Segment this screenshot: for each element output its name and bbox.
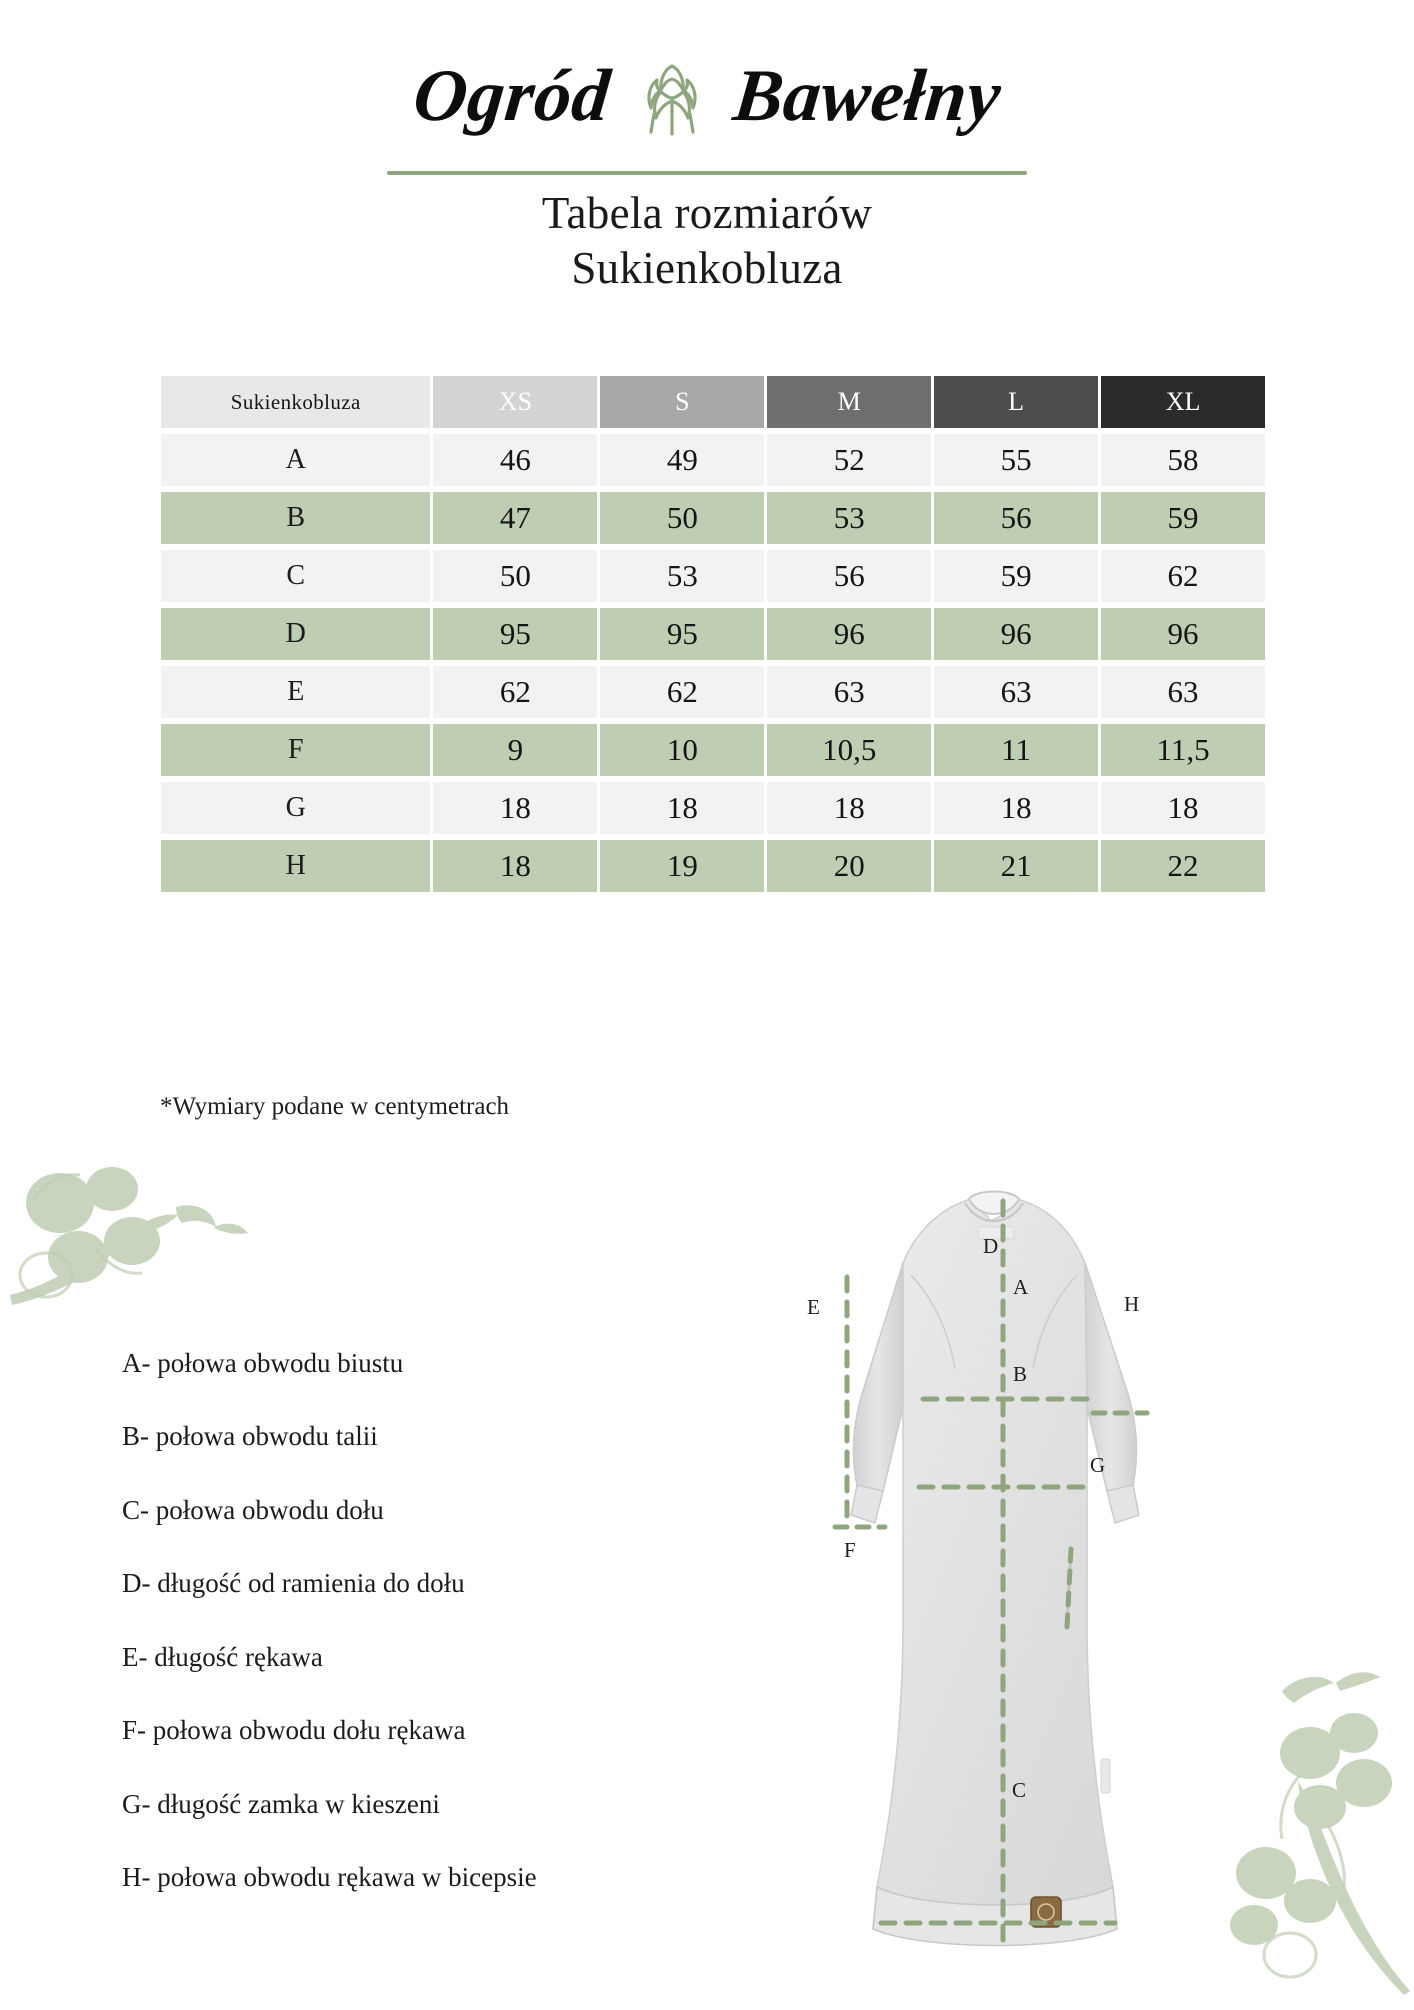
size-header-xs: XS	[433, 376, 597, 428]
cell-g-l: 18	[934, 782, 1098, 834]
cell-c-m: 56	[767, 550, 931, 602]
cell-h-l: 21	[934, 840, 1098, 892]
table-corner-label: Sukienkobluza	[161, 376, 430, 428]
cell-f-xs: 9	[433, 724, 597, 776]
diagram-label-f: F	[844, 1538, 856, 1562]
diagram-label-g: G	[1090, 1453, 1106, 1477]
cell-h-xs: 18	[433, 840, 597, 892]
table-row	[161, 666, 1265, 718]
legend-item-c: C- połowa obwodu dołu	[122, 1494, 384, 1525]
cell-f-m: 10,5	[767, 724, 931, 776]
brand-logo	[0, 36, 1414, 156]
page-title-line2: Sukienkobluza	[571, 242, 843, 293]
row-key-e: E	[161, 666, 430, 718]
legend-item-f: F- połowa obwodu dołu rękawa	[122, 1715, 466, 1746]
row-key-f: F	[161, 724, 430, 776]
cell-b-xl: 59	[1101, 492, 1265, 544]
table-row	[161, 782, 1265, 834]
cell-h-s: 19	[600, 840, 764, 892]
garment-diagram	[735, 1155, 1235, 1995]
row-key-a: A	[161, 434, 430, 486]
cell-e-l: 63	[934, 666, 1098, 718]
cell-b-l: 56	[934, 492, 1098, 544]
row-key-d: D	[161, 608, 430, 660]
measurement-units-footnote: *Wymiary podane w centymetrach	[160, 1093, 510, 1120]
table-row	[161, 434, 1265, 486]
cotton-branch-left-decoration	[0, 1145, 300, 1375]
cell-f-l: 11	[934, 724, 1098, 776]
cell-g-m: 18	[767, 782, 931, 834]
size-header-xl: XL	[1101, 376, 1265, 428]
page-title-line1: Tabela rozmiarów	[541, 188, 873, 238]
cell-a-l: 55	[934, 434, 1098, 486]
size-table-head	[161, 376, 1265, 428]
cell-c-l: 59	[934, 550, 1098, 602]
cell-f-s: 10	[600, 724, 764, 776]
cell-c-s: 53	[600, 550, 764, 602]
cell-g-xs: 18	[433, 782, 597, 834]
row-key-h: H	[161, 840, 430, 892]
cell-h-m: 20	[767, 840, 931, 892]
row-key-b: B	[161, 492, 430, 544]
cell-f-xl: 11,5	[1101, 724, 1265, 776]
cell-c-xs: 50	[433, 550, 597, 602]
cell-d-m: 96	[767, 608, 931, 660]
cell-g-xl: 18	[1101, 782, 1265, 834]
size-header-s: S	[600, 376, 764, 428]
cell-e-xl: 63	[1101, 666, 1265, 718]
legend-item-a: A- połowa obwodu biustu	[122, 1348, 404, 1378]
table-row	[161, 492, 1265, 544]
table-row	[161, 550, 1265, 602]
cell-e-xs: 62	[433, 666, 597, 718]
table-row	[161, 608, 1265, 660]
brand-word-bawelny: Bawełny	[729, 55, 1005, 137]
table-row	[161, 724, 1265, 776]
table-row	[161, 840, 1265, 892]
diagram-label-h: H	[1124, 1292, 1140, 1316]
size-table-header-row	[161, 376, 1265, 428]
cell-d-xs: 95	[433, 608, 597, 660]
size-header-m: M	[767, 376, 931, 428]
legend-item-e: E- długość rękawa	[122, 1641, 323, 1672]
diagram-label-e: E	[807, 1295, 820, 1319]
cell-e-s: 62	[600, 666, 764, 718]
cell-d-s: 95	[600, 608, 764, 660]
measurement-legend	[122, 1345, 662, 1933]
diagram-label-d: D	[983, 1234, 999, 1258]
cell-a-xs: 46	[433, 434, 597, 486]
legend-item-h: H- połowa obwodu rękawa w bicepsie	[122, 1862, 537, 1893]
brand-word-ogrod: Ogród	[409, 55, 614, 137]
size-header-l: L	[934, 376, 1098, 428]
garment-body-shape	[851, 1192, 1139, 1946]
row-key-c: C	[161, 550, 430, 602]
page-title	[0, 186, 1414, 296]
legend-item-b: B- połowa obwodu talii	[122, 1421, 378, 1452]
legend-item-d: D- długość od ramienia do dołu	[122, 1568, 465, 1599]
cell-a-s: 49	[600, 434, 764, 486]
cell-d-xl: 96	[1101, 608, 1265, 660]
diagram-label-c: C	[1012, 1778, 1027, 1802]
cell-c-xl: 62	[1101, 550, 1265, 602]
cell-a-xl: 58	[1101, 434, 1265, 486]
cell-b-m: 53	[767, 492, 931, 544]
cotton-flower-icon	[624, 48, 720, 144]
cell-b-xs: 47	[433, 492, 597, 544]
logo-divider-rule	[387, 163, 1027, 169]
brand-logo-inner	[409, 48, 1005, 144]
cell-d-l: 96	[934, 608, 1098, 660]
legend-item-g: G- długość zamka w kieszeni	[122, 1788, 440, 1819]
diagram-label-b: B	[1013, 1362, 1028, 1386]
cell-h-xl: 22	[1101, 840, 1265, 892]
row-key-g: G	[161, 782, 430, 834]
cell-g-s: 18	[600, 782, 764, 834]
cell-b-s: 50	[600, 492, 764, 544]
diagram-label-a: A	[1013, 1275, 1029, 1299]
size-table-body	[161, 434, 1265, 892]
cell-a-m: 52	[767, 434, 931, 486]
cell-e-m: 63	[767, 666, 931, 718]
size-table	[158, 370, 1268, 898]
